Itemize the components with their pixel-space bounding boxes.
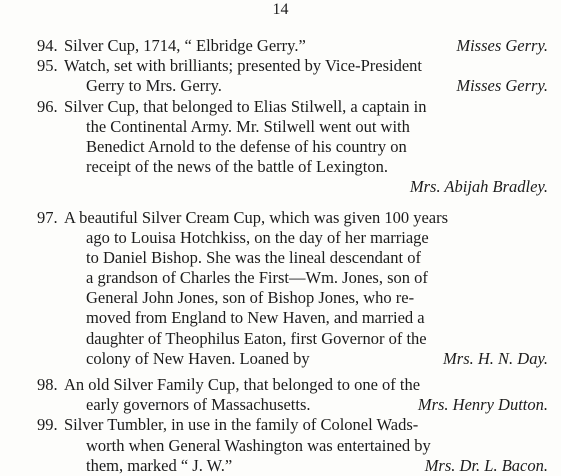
- lender-name: Mrs. Abijah Bradley.: [409, 177, 548, 197]
- entry-text: An old Silver Family Cup, that belonged to one of the: [64, 375, 421, 394]
- entry-line: [37, 375, 548, 395]
- entry-text: colony of New Haven. Loaned by: [86, 348, 310, 368]
- spacer: [37, 198, 548, 208]
- lender-name: Misses Gerry.: [456, 36, 548, 55]
- entry-94: [37, 36, 548, 56]
- entry-text: moved from England to New Haven, and married a: [86, 308, 425, 328]
- lender-name: Mrs. Henry Dutton.: [417, 395, 548, 415]
- entry-text: Silver Cup, 1714, “ Elbridge Gerry.”: [64, 36, 306, 55]
- entry-number: 99.: [37, 415, 58, 435]
- entry-line: [37, 177, 548, 197]
- entry-text: General John Jones, son of Bishop Jones, who re-: [86, 288, 415, 308]
- entry-text: A beautiful Silver Cream Cup, which was given 100 years: [64, 207, 449, 227]
- entry-line: [37, 268, 548, 288]
- entry-text: Silver Cup, that belonged to Elias Stilwell, a captain in: [64, 96, 427, 116]
- entry-text: Gerry to Mrs. Gerry.: [86, 76, 222, 96]
- entry-line: [37, 228, 548, 248]
- entry-text: to Daniel Bishop. She was the lineal descendant of: [86, 247, 421, 267]
- entry-number: 94.: [37, 36, 58, 55]
- entry-number: 96.: [37, 96, 58, 116]
- entry-number: 98.: [37, 375, 58, 394]
- entry-line: [37, 117, 548, 137]
- entry-text: early governors of Massachusetts.: [86, 395, 311, 415]
- entry-text: receipt of the news of the battle of Lexington.: [86, 157, 388, 177]
- entry-text: worth when General Washington was entertained by: [86, 435, 431, 455]
- entry-text: Watch, set with brilliants; presented by Vice-President: [64, 56, 422, 76]
- entry-line: [37, 157, 548, 177]
- entry-text: Silver Tumbler, in use in the family of Colonel Wads-: [64, 415, 419, 435]
- entry-text: ago to Louisa Hotchkiss, on the day of her marriage: [86, 227, 429, 247]
- lender-name: Misses Gerry.: [456, 76, 548, 96]
- entry-text: the Continental Army. Mr. Stilwell went out with: [86, 116, 410, 136]
- entry-96: [37, 97, 548, 198]
- entry-line: [37, 76, 548, 96]
- entry-line: [37, 208, 548, 228]
- entry-line: [37, 248, 548, 268]
- entry-line: [37, 415, 548, 435]
- entry-text: them, marked “ J. W.”: [86, 455, 233, 475]
- entry-line: [37, 329, 548, 349]
- entry-line: [37, 97, 548, 117]
- entry-99: [37, 415, 548, 476]
- entry-98: [37, 375, 548, 415]
- entry-line: [37, 395, 548, 415]
- entry-number: 95.: [37, 56, 58, 76]
- entry-95: [37, 56, 548, 96]
- entry-line: [37, 349, 548, 369]
- page-number: 14: [272, 1, 289, 18]
- entry-line: [37, 36, 548, 56]
- entry-list: [37, 36, 548, 476]
- lender-name: Mrs. Dr. L. Bacon.: [424, 455, 548, 475]
- lender-name: Mrs. H. N. Day.: [443, 348, 548, 368]
- entry-text: daughter of Theophilus Eaton, first Governor of the: [86, 328, 427, 348]
- entry-line: [37, 288, 548, 308]
- entry-text: a grandson of Charles the First—Wm. Jones, son of: [86, 268, 428, 288]
- entry-97: [37, 208, 548, 370]
- entry-number: 97.: [37, 207, 58, 227]
- entry-line: [37, 436, 548, 456]
- entry-line: [37, 308, 548, 328]
- entry-line: [37, 137, 548, 157]
- entry-line: [37, 56, 548, 76]
- entry-text: Benedict Arnold to the defense of his country on: [86, 136, 407, 156]
